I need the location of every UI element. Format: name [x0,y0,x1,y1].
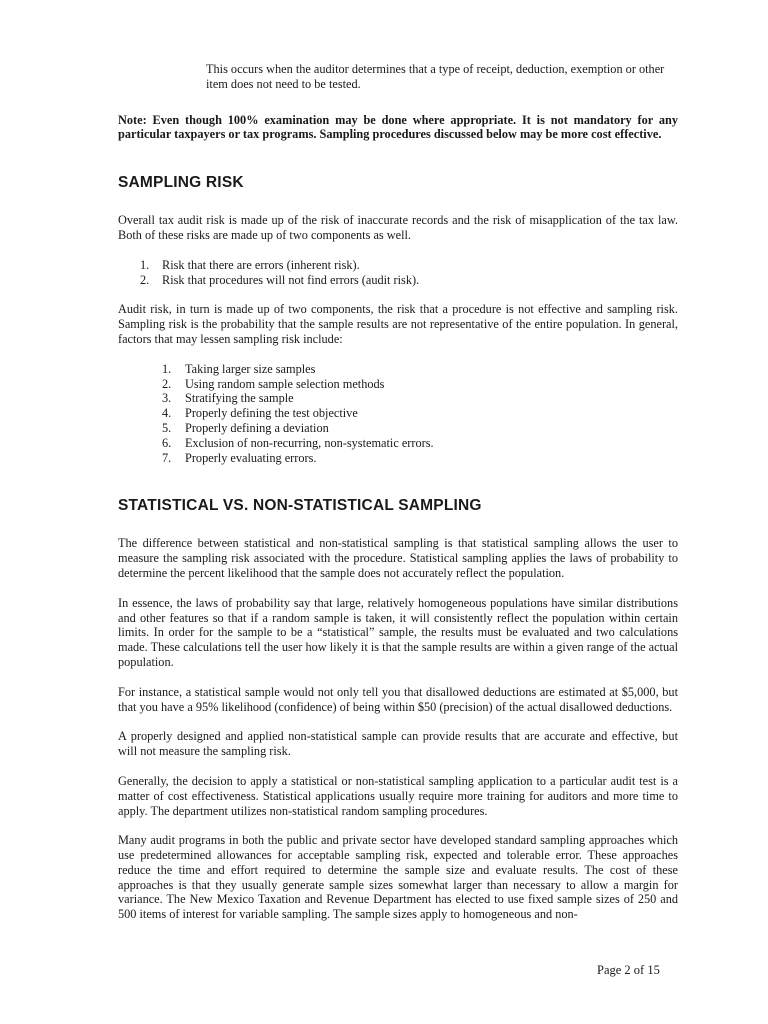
heading-sampling-risk: SAMPLING RISK [118,174,244,192]
list-item: 3. Stratifying the sample [162,391,294,406]
list-item: 1. Risk that there are errors (inherent risk). [140,257,360,272]
document-page [118,62,678,922]
lessen-risk-factors-list [162,362,678,466]
intro-paragraph: This occurs when the auditor determines that a type of receipt, deduction, exemption or other item does not need to be tested. [206,62,665,91]
statistical-paragraph-1: The difference between statistical and non-statistical sampling is that statistical sampling allows the user to measure the sampling risk associated with the procedure. Statistical sampling applies the laws of probability to determine the percent likelihood that the sample does not accurately reflect the population. [118,536,678,580]
list-item: 4. Properly defining the test objective [162,406,358,421]
statistical-paragraph-4: A properly designed and applied non-statistical sample can provide results that are accurate and effective, but will not measure the sampling risk. [118,729,678,759]
list-item: 1. Taking larger size samples [162,361,316,376]
page-number: Page 2 of 15 [597,963,660,977]
list-item: 6. Exclusion of non-recurring, non-systematic errors. [162,435,434,450]
sampling-risk-paragraph-1: Overall tax audit risk is made up of the risk of inaccurate records and the risk of misapplication of the tax law. Both of these risks are made up of two components as well. [118,213,678,242]
risk-components-list [140,258,678,288]
statistical-paragraph-2: In essence, the laws of probability say that large, relatively homogeneous populations have similar distributions and other features so that if a random sample is taken, it will consistently reflect the population within certain limits. In order for the sample to be a “statistical” sample, the results must be evaluated and two calculations made. These calculations tell the user how likely it is that the sample results are within a given range of the actual population. [118,595,678,669]
statistical-paragraph-6: Many audit programs in both the public and private sector have developed standard sampling approaches which use predetermined allowances for acceptable sampling risk, expected and tolerable error. These approaches reduce the time and effort required to determine the sample size and evaluate results. The cost of these approaches is that they usually generate sample sizes somewhat larger than necessary to allow a margin for variance. The New Mexico Taxation and Revenue Department has elected to use fixed sample sizes of 250 and 500 items of interest for variable sampling. The sample sizes apply to homogeneous and non- [118,833,678,922]
statistical-paragraph-3: For instance, a statistical sample would not only tell you that disallowed deductions are estimated at $5,000, but that you have a 95% likelihood (confidence) of being within $50 (precision) of the actual disallowed deductions. [118,684,678,714]
list-item: 2. Risk that procedures will not find errors (audit risk). [140,272,420,287]
sampling-risk-paragraph-2: Audit risk, in turn is made up of two components, the risk that a procedure is not effective and sampling risk. Sampling risk is the probability that the sample results are not representative of the entire population. In general, factors that may lessen sampling risk include: [118,302,678,346]
statistical-paragraph-5: Generally, the decision to apply a statistical or non-statistical sampling application to a particular audit test is a matter of cost effectiveness. Statistical applications usually require more training for auditors and more time to apply. The department utilizes non-statistical random sampling procedures. [118,773,678,818]
list-item: 7. Properly evaluating errors. [162,450,317,465]
heading-statistical-sampling: STATISTICAL VS. NON-STATISTICAL SAMPLING [118,497,482,515]
note-paragraph: Note: Even though 100% examination may be done where appropriate. It is not mandatory for any particular taxpayers or tax programs. Sampling procedures discussed below may be more cost effective. [118,112,678,142]
list-item: 2. Using random sample selection methods [162,376,385,391]
list-item: 5. Properly defining a deviation [162,420,329,435]
